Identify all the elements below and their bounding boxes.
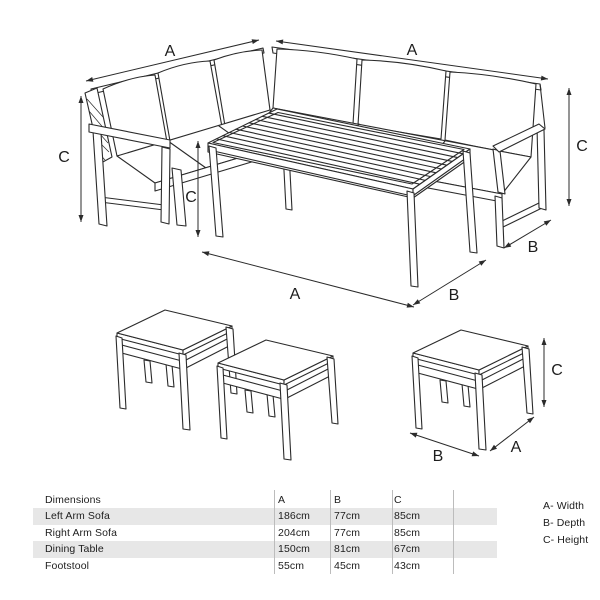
right-sofa-front-leg [495, 196, 504, 248]
arrowhead [410, 433, 417, 438]
dim-label: A [289, 286, 301, 303]
arrowhead [79, 215, 84, 222]
row-label: Left Arm Sofa [45, 510, 110, 522]
arrowhead [472, 451, 479, 456]
arrowhead [252, 39, 259, 44]
footstool-drawing [217, 340, 338, 460]
legend-item-width: A- Width [543, 500, 585, 512]
cell-depth: 45cm [334, 559, 361, 572]
dim-arrow-stool-height [542, 338, 547, 407]
dim-label: B [432, 448, 444, 465]
dim-arrow-left-sofa-height [79, 96, 84, 222]
dim-label: A [164, 43, 176, 60]
table-divider [453, 490, 454, 574]
table-divider [392, 490, 393, 574]
dim-label: C [551, 362, 563, 379]
arrowhead [504, 242, 511, 248]
left-sofa-stretcher [100, 197, 164, 210]
cell-width: 204cm [278, 526, 311, 539]
table-row [33, 541, 497, 558]
arrowhead [413, 299, 420, 305]
column-header-b: B [334, 494, 342, 506]
table-divider [330, 490, 331, 574]
table-row [33, 558, 497, 575]
dim-label: C [185, 189, 197, 206]
table-header-row [33, 492, 497, 508]
arrowhead [567, 199, 572, 206]
arrowhead [407, 303, 414, 308]
row-label: Footstool [45, 559, 90, 572]
dim-arrow-table-width [202, 251, 414, 307]
legend-item-depth: B- Depth [543, 516, 586, 529]
arrowhead [202, 251, 209, 256]
legend-item-height: C- Height [543, 533, 589, 546]
arrowhead [541, 76, 548, 81]
arrowhead [542, 338, 547, 345]
right-sofa-arm-back-leg [537, 127, 546, 210]
dim-label: C [576, 138, 588, 155]
table-divider [274, 490, 275, 574]
dim-label: A [510, 439, 522, 456]
dim-label: C [58, 149, 70, 166]
right-sofa-back-edge [540, 84, 545, 128]
arrowhead [490, 445, 497, 451]
cell-depth: 81cm [334, 543, 361, 555]
table-front-right-leg [407, 191, 418, 287]
right-sofa-stretcher [500, 202, 542, 228]
cell-height: 67cm [394, 543, 421, 555]
dim-label: B [527, 239, 539, 256]
left-sofa-arm-front-leg [161, 147, 170, 224]
cell-depth: 77cm [334, 510, 361, 522]
column-header-a: A [278, 494, 286, 506]
arrowhead [86, 77, 93, 82]
table-row [33, 525, 497, 542]
arrowhead [567, 88, 572, 95]
cell-width: 55cm [278, 559, 305, 572]
dim-arrow-right-sofa-height [567, 88, 572, 206]
dim-label: A [406, 42, 418, 59]
cell-height: 85cm [394, 510, 421, 522]
dim-label: B [448, 287, 460, 304]
column-header-dimensions: Dimensions [45, 494, 101, 506]
arrowhead [527, 417, 534, 423]
arrowhead [276, 40, 283, 45]
row-label: Right Arm Sofa [45, 526, 118, 539]
cell-width: 186cm [278, 510, 311, 522]
cell-depth: 77cm [334, 526, 361, 539]
dimension-legend [543, 498, 588, 548]
arrowhead [544, 220, 551, 226]
arrowhead [542, 400, 547, 407]
dim-arrow-stool-depth [410, 433, 479, 456]
arrowhead [196, 230, 201, 237]
column-header-c: C [394, 494, 402, 506]
row-label: Dining Table [45, 543, 104, 555]
cell-height: 85cm [394, 526, 421, 539]
cell-height: 43cm [394, 559, 421, 572]
arrowhead [79, 96, 84, 103]
arrowhead [479, 260, 486, 266]
table-row [33, 508, 497, 525]
cell-width: 150cm [278, 543, 311, 555]
